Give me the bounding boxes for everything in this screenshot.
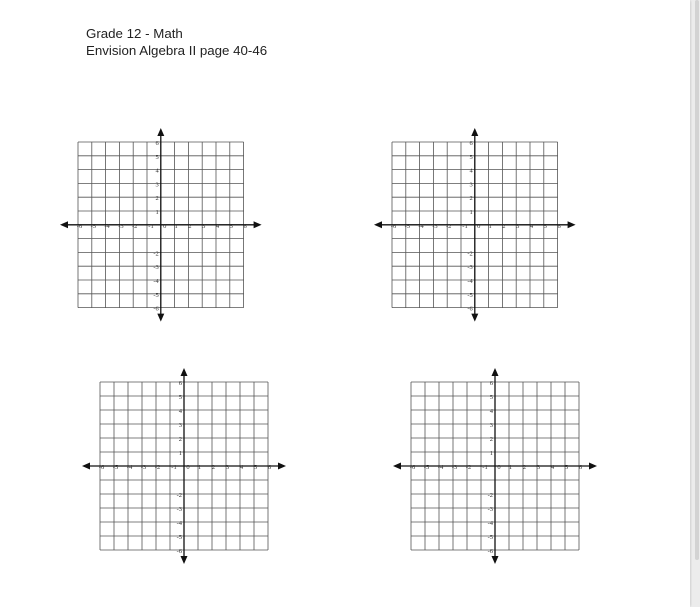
- x-tick-label: -2: [131, 222, 138, 230]
- x-tick-label: 3: [202, 222, 206, 230]
- grid-svg: [60, 128, 262, 322]
- y-tick-label: -6: [176, 548, 182, 555]
- x-tick-label: 4: [215, 222, 220, 230]
- x-tick-label: -1: [148, 222, 154, 230]
- x-tick-label: -5: [404, 222, 411, 230]
- y-tick-label: 1: [489, 450, 493, 457]
- grid-svg: [393, 368, 597, 564]
- y-tick-label: 1: [469, 208, 473, 216]
- scrollbar-thumb[interactable]: [695, 0, 699, 560]
- y-tick-label: 5: [155, 153, 159, 161]
- x-axis-arrow-left: [60, 221, 68, 228]
- x-tick-label: 2: [522, 464, 527, 471]
- grid-svg: [374, 128, 576, 322]
- x-tick-label: 5: [229, 222, 233, 230]
- x-tick-label: -4: [418, 222, 424, 230]
- x-tick-label: -2: [465, 464, 472, 471]
- x-tick-label: 0: [186, 464, 190, 471]
- y-tick-label: -6: [467, 305, 473, 313]
- y-tick-label: -5: [487, 534, 493, 541]
- y-tick-label: -4: [467, 277, 473, 285]
- x-axis-arrow-left: [393, 463, 401, 470]
- x-tick-label: 6: [243, 222, 247, 230]
- y-tick-label: -4: [176, 520, 182, 527]
- y-axis-arrow-down: [157, 314, 164, 322]
- y-tick-label: 3: [178, 422, 182, 429]
- y-axis-arrow-down: [181, 556, 188, 564]
- y-tick-label: -4: [153, 277, 159, 285]
- x-tick-label: -4: [437, 464, 444, 471]
- x-tick-label: -5: [90, 222, 97, 230]
- x-tick-label: 5: [543, 222, 547, 230]
- y-tick-label: 4: [178, 408, 182, 415]
- y-tick-label: 6: [155, 139, 159, 147]
- x-tick-label: -2: [154, 464, 161, 471]
- x-tick-label: -1: [482, 464, 488, 471]
- y-tick-label: 3: [155, 181, 159, 189]
- x-tick-label: 2: [188, 222, 192, 230]
- x-tick-label: -3: [451, 464, 458, 471]
- y-axis-arrow-up: [181, 368, 188, 376]
- x-tick-label: 5: [253, 464, 258, 471]
- assignment-reference: Envision Algebra II page 40-46: [86, 43, 268, 58]
- y-tick-label: 5: [469, 153, 473, 161]
- x-tick-label: 1: [488, 222, 492, 230]
- y-tick-label: 4: [155, 167, 159, 175]
- coordinate-grid-3: [82, 368, 286, 564]
- x-tick-label: 0: [497, 464, 501, 471]
- x-tick-label: 1: [508, 464, 513, 471]
- x-axis-arrow-left: [82, 463, 90, 470]
- y-tick-label: -3: [467, 264, 473, 272]
- y-tick-label: 2: [469, 195, 473, 203]
- x-axis-arrow-right: [589, 463, 597, 470]
- x-axis-arrow-left: [374, 221, 382, 228]
- y-tick-label: 5: [489, 394, 493, 401]
- y-axis-arrow-down: [492, 556, 499, 564]
- x-tick-label: 6: [557, 222, 561, 230]
- y-tick-label: 2: [178, 436, 182, 443]
- x-tick-label: -3: [432, 222, 438, 230]
- coordinate-grid-1: [60, 128, 262, 322]
- y-tick-label: -4: [487, 520, 493, 527]
- coordinate-grid-2: [374, 128, 576, 322]
- x-tick-label: -1: [171, 464, 177, 471]
- y-tick-label: 6: [469, 139, 473, 147]
- x-tick-label: 3: [536, 464, 541, 471]
- x-tick-label: -1: [462, 222, 468, 230]
- x-tick-label: -6: [409, 464, 416, 471]
- y-tick-label: -2: [176, 492, 182, 499]
- x-tick-label: 1: [174, 222, 178, 230]
- x-tick-label: -5: [112, 464, 119, 471]
- x-tick-label: 3: [225, 464, 230, 471]
- x-tick-label: 5: [564, 464, 569, 471]
- y-tick-label: -2: [153, 250, 159, 258]
- y-axis-arrow-up: [157, 128, 164, 136]
- x-tick-label: -3: [118, 222, 124, 230]
- x-tick-label: 4: [239, 464, 244, 471]
- y-tick-label: 6: [489, 380, 493, 387]
- x-axis-arrow-right: [254, 221, 262, 228]
- y-tick-label: 3: [489, 422, 493, 429]
- y-tick-label: -2: [487, 492, 493, 499]
- y-tick-label: -5: [176, 534, 182, 541]
- y-tick-label: 6: [178, 380, 182, 387]
- x-tick-label: 3: [516, 222, 520, 230]
- y-tick-label: 2: [155, 195, 159, 203]
- x-tick-label: 0: [163, 222, 167, 230]
- y-axis-arrow-up: [471, 128, 478, 136]
- x-tick-label: 6: [267, 464, 272, 471]
- y-tick-label: -2: [467, 250, 473, 258]
- x-tick-label: 4: [529, 222, 534, 230]
- x-tick-label: -3: [140, 464, 147, 471]
- y-axis-arrow-up: [492, 368, 499, 376]
- x-tick-label: 2: [502, 222, 506, 230]
- x-tick-label: 6: [578, 464, 583, 471]
- y-tick-label: 5: [178, 394, 182, 401]
- x-axis-arrow-right: [568, 221, 576, 228]
- y-tick-label: -3: [176, 506, 182, 513]
- x-tick-label: -5: [423, 464, 430, 471]
- x-axis-arrow-right: [278, 463, 286, 470]
- x-tick-label: -2: [445, 222, 452, 230]
- y-tick-label: -6: [153, 305, 159, 313]
- x-tick-label: -6: [390, 222, 397, 230]
- y-axis-arrow-down: [471, 314, 478, 322]
- y-tick-label: 4: [489, 408, 493, 415]
- x-tick-label: -4: [104, 222, 110, 230]
- document-header: [86, 25, 267, 59]
- x-tick-label: 4: [550, 464, 555, 471]
- x-tick-label: 1: [197, 464, 202, 471]
- x-tick-label: 0: [477, 222, 481, 230]
- y-tick-label: 2: [489, 436, 493, 443]
- x-tick-label: -6: [76, 222, 83, 230]
- course-title: Grade 12 - Math: [86, 26, 183, 41]
- y-tick-label: 1: [155, 208, 159, 216]
- x-tick-label: -4: [126, 464, 133, 471]
- y-tick-label: -5: [153, 291, 159, 299]
- y-tick-label: -5: [467, 291, 473, 299]
- y-tick-label: 4: [469, 167, 473, 175]
- x-tick-label: -6: [98, 464, 105, 471]
- coordinate-grid-4: [393, 368, 597, 564]
- y-tick-label: -6: [487, 548, 493, 555]
- y-tick-label: -3: [487, 506, 493, 513]
- x-tick-label: 2: [211, 464, 216, 471]
- y-tick-label: 1: [178, 450, 182, 457]
- y-tick-label: 3: [469, 181, 473, 189]
- grid-svg: [82, 368, 286, 564]
- y-tick-label: -3: [153, 264, 159, 272]
